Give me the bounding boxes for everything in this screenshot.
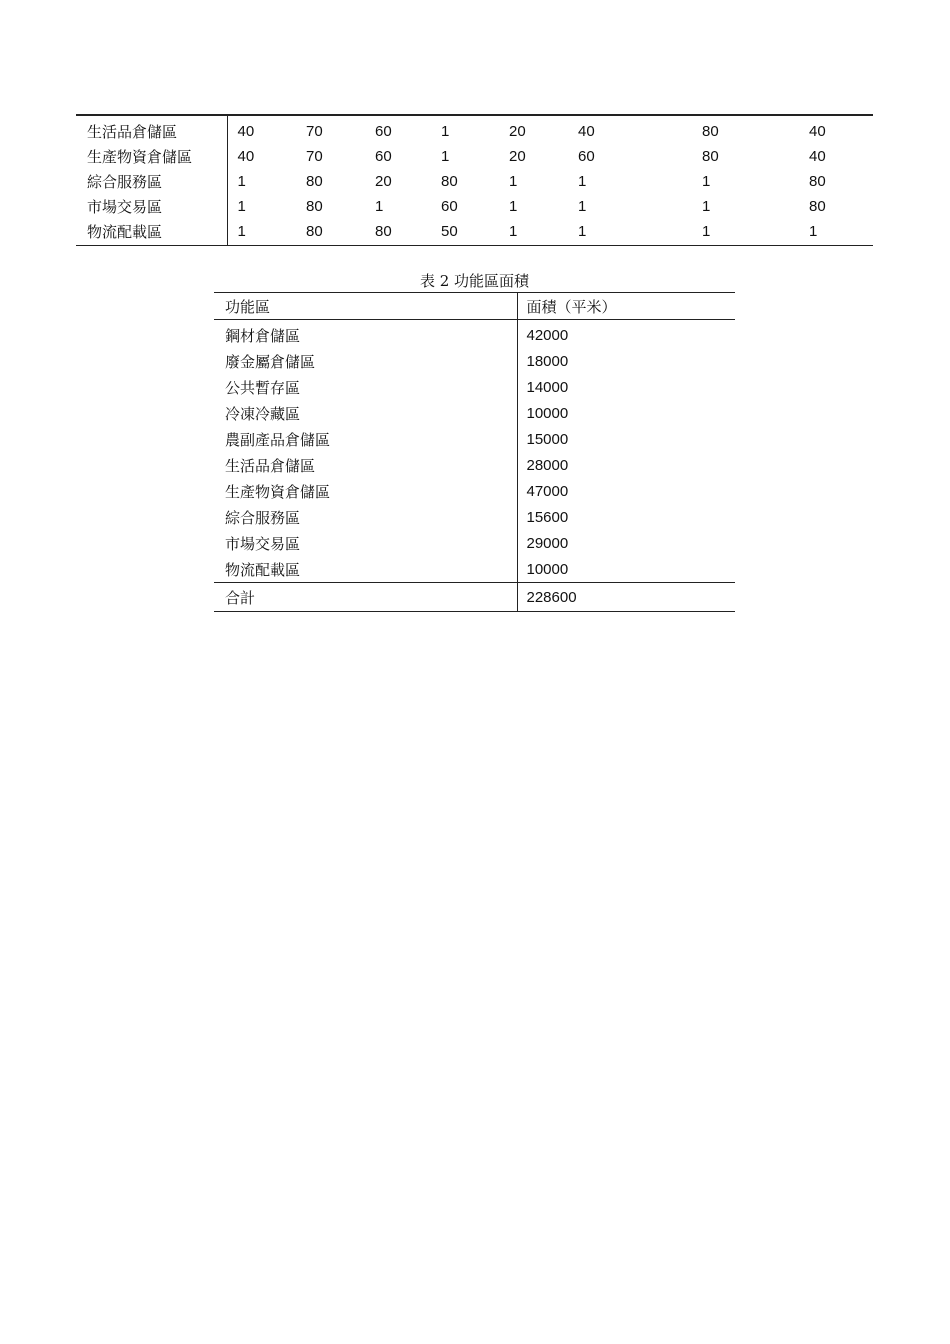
table-cell: 70	[306, 123, 323, 140]
table-row	[214, 400, 735, 426]
table-row	[214, 478, 735, 504]
table-cell: 40	[809, 148, 826, 165]
table-row	[76, 115, 873, 144]
table-cell: 80	[375, 223, 392, 240]
table-cell: 80	[306, 198, 323, 215]
table-cell: 1	[375, 198, 384, 215]
zone-name: 農副產品倉儲區	[214, 426, 517, 452]
table-cell: 1	[809, 223, 818, 240]
table-cell: 1	[578, 198, 587, 215]
table-cell: 60	[578, 148, 595, 165]
zone-name: 冷凍冷藏區	[214, 400, 517, 426]
zone-name: 公共暫存區	[214, 374, 517, 400]
table-cell: 1	[237, 198, 246, 215]
table-cell: 40	[237, 123, 255, 140]
function-zone-area-table	[214, 292, 735, 612]
zone-name: 綜合服務區	[214, 504, 517, 530]
table-cell: 80	[306, 223, 323, 240]
table-cell: 50	[441, 223, 458, 240]
table-cell: 1	[578, 173, 587, 190]
zone-name: 鋼材倉儲區	[214, 320, 517, 349]
table-row	[214, 320, 735, 349]
table-cell: 1	[237, 223, 246, 240]
table-row	[76, 169, 873, 194]
table-cell: 80	[441, 173, 458, 190]
table-cell: 80	[809, 198, 826, 215]
table-row	[76, 219, 873, 246]
zone-area: 42000	[526, 326, 569, 344]
table-cell: 1	[441, 148, 450, 165]
zone-name: 生活品倉儲區	[214, 452, 517, 478]
zone-name: 生產物資倉儲區	[214, 478, 517, 504]
table-cell: 60	[375, 123, 392, 140]
total-row	[214, 583, 735, 612]
total-value: 228600	[517, 583, 735, 612]
table-row	[76, 144, 873, 169]
table-cell: 1	[702, 198, 711, 215]
zone-area: 14000	[526, 378, 569, 396]
table-cell: 70	[306, 148, 323, 165]
table-cell: 20	[509, 148, 526, 165]
table-cell: 1	[237, 173, 246, 190]
table-cell: 60	[375, 148, 392, 165]
table-row	[214, 530, 735, 556]
table-cell: 40	[237, 148, 255, 165]
header-area: 面積（平米）	[517, 293, 735, 320]
table-caption: 表 2 功能區面積	[419, 272, 530, 290]
table-row	[214, 452, 735, 478]
zone-area: 18000	[526, 352, 569, 370]
table-row	[214, 504, 735, 530]
zone-area: 10000	[526, 560, 569, 578]
zone-area: 29000	[526, 534, 569, 552]
row-label: 市場交易區	[76, 194, 227, 219]
table-cell: 1	[509, 173, 518, 190]
table-cell: 80	[702, 123, 719, 140]
zone-name: 廢金屬倉儲區	[214, 348, 517, 374]
table-cell: 1	[702, 173, 711, 190]
table-row	[214, 348, 735, 374]
zone-area: 10000	[526, 404, 569, 422]
table-cell: 1	[702, 223, 711, 240]
total-label: 合計	[214, 583, 517, 612]
table-cell: 1	[441, 123, 450, 140]
row-label: 綜合服務區	[76, 169, 227, 194]
zone-name: 物流配載區	[214, 556, 517, 583]
row-label: 生活品倉儲區	[76, 115, 227, 144]
table-cell: 80	[306, 173, 323, 190]
table-cell: 1	[509, 223, 518, 240]
table-header-row	[214, 293, 735, 320]
header-function-zone: 功能區	[214, 293, 517, 320]
table-cell: 1	[578, 223, 587, 240]
table-row	[214, 426, 735, 452]
table-row	[214, 556, 735, 583]
table-row	[214, 374, 735, 400]
zone-area: 15000	[526, 430, 569, 448]
zone-area: 15600	[526, 508, 569, 526]
table-cell: 80	[809, 173, 826, 190]
table-cell: 20	[375, 173, 392, 190]
table-cell: 40	[578, 123, 595, 140]
row-label: 物流配載區	[76, 219, 227, 246]
zone-name: 市場交易區	[214, 530, 517, 556]
zone-area: 28000	[526, 456, 569, 474]
table-cell: 40	[809, 123, 826, 140]
table-cell: 80	[702, 148, 719, 165]
table-cell: 1	[509, 198, 518, 215]
table-cell: 60	[441, 198, 458, 215]
table-row	[76, 194, 873, 219]
row-label: 生產物資倉儲區	[76, 144, 227, 169]
table-cell: 20	[509, 123, 526, 140]
function-zone-table-continued	[76, 114, 873, 246]
zone-area: 47000	[526, 482, 569, 500]
